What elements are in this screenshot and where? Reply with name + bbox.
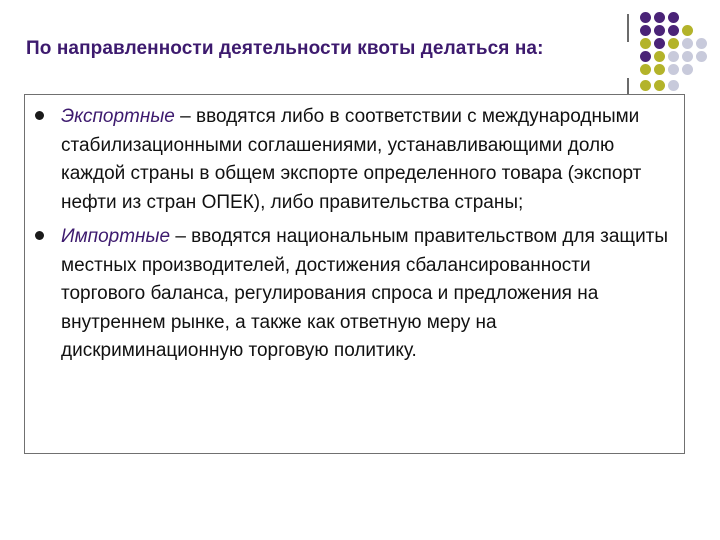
dot <box>668 64 679 75</box>
bullet-item-export <box>25 103 684 217</box>
dot <box>668 12 679 23</box>
slide-title: По направленности деятельности квоты делаться на: <box>26 38 544 59</box>
dot <box>696 38 707 49</box>
dot <box>654 80 665 91</box>
bullet-text: – вводятся национальным правительством для защиты местных производителей, достижения сбалансированности торгового баланса, регулирования спроса и предложения на внутреннем рынке, а также как ответную меру на дискриминационную торговую политику. <box>61 226 669 361</box>
dot <box>682 25 693 36</box>
bullet-term: Экспортные <box>61 106 175 127</box>
dot <box>640 25 651 36</box>
dot <box>640 80 651 91</box>
dot <box>654 12 665 23</box>
dot <box>654 25 665 36</box>
bullet-item-import <box>25 223 684 366</box>
dot <box>668 80 679 91</box>
dot <box>640 12 651 23</box>
bullet-icon <box>35 231 44 240</box>
dot <box>696 51 707 62</box>
bullet-term: Импортные <box>61 226 171 247</box>
dot <box>668 25 679 36</box>
bullet-text: – вводятся либо в соответствии с международными стабилизационными соглашениями, устанавливающими долю каждой страны в общем экспорте определенного товара (экспорт нефти из стран ОПЕК), либо правительства страны; <box>61 106 642 213</box>
bullet-icon <box>35 111 44 120</box>
dot <box>682 64 693 75</box>
dot <box>640 64 651 75</box>
dot <box>654 64 665 75</box>
bullet-list <box>25 103 684 372</box>
content-box <box>24 94 685 454</box>
